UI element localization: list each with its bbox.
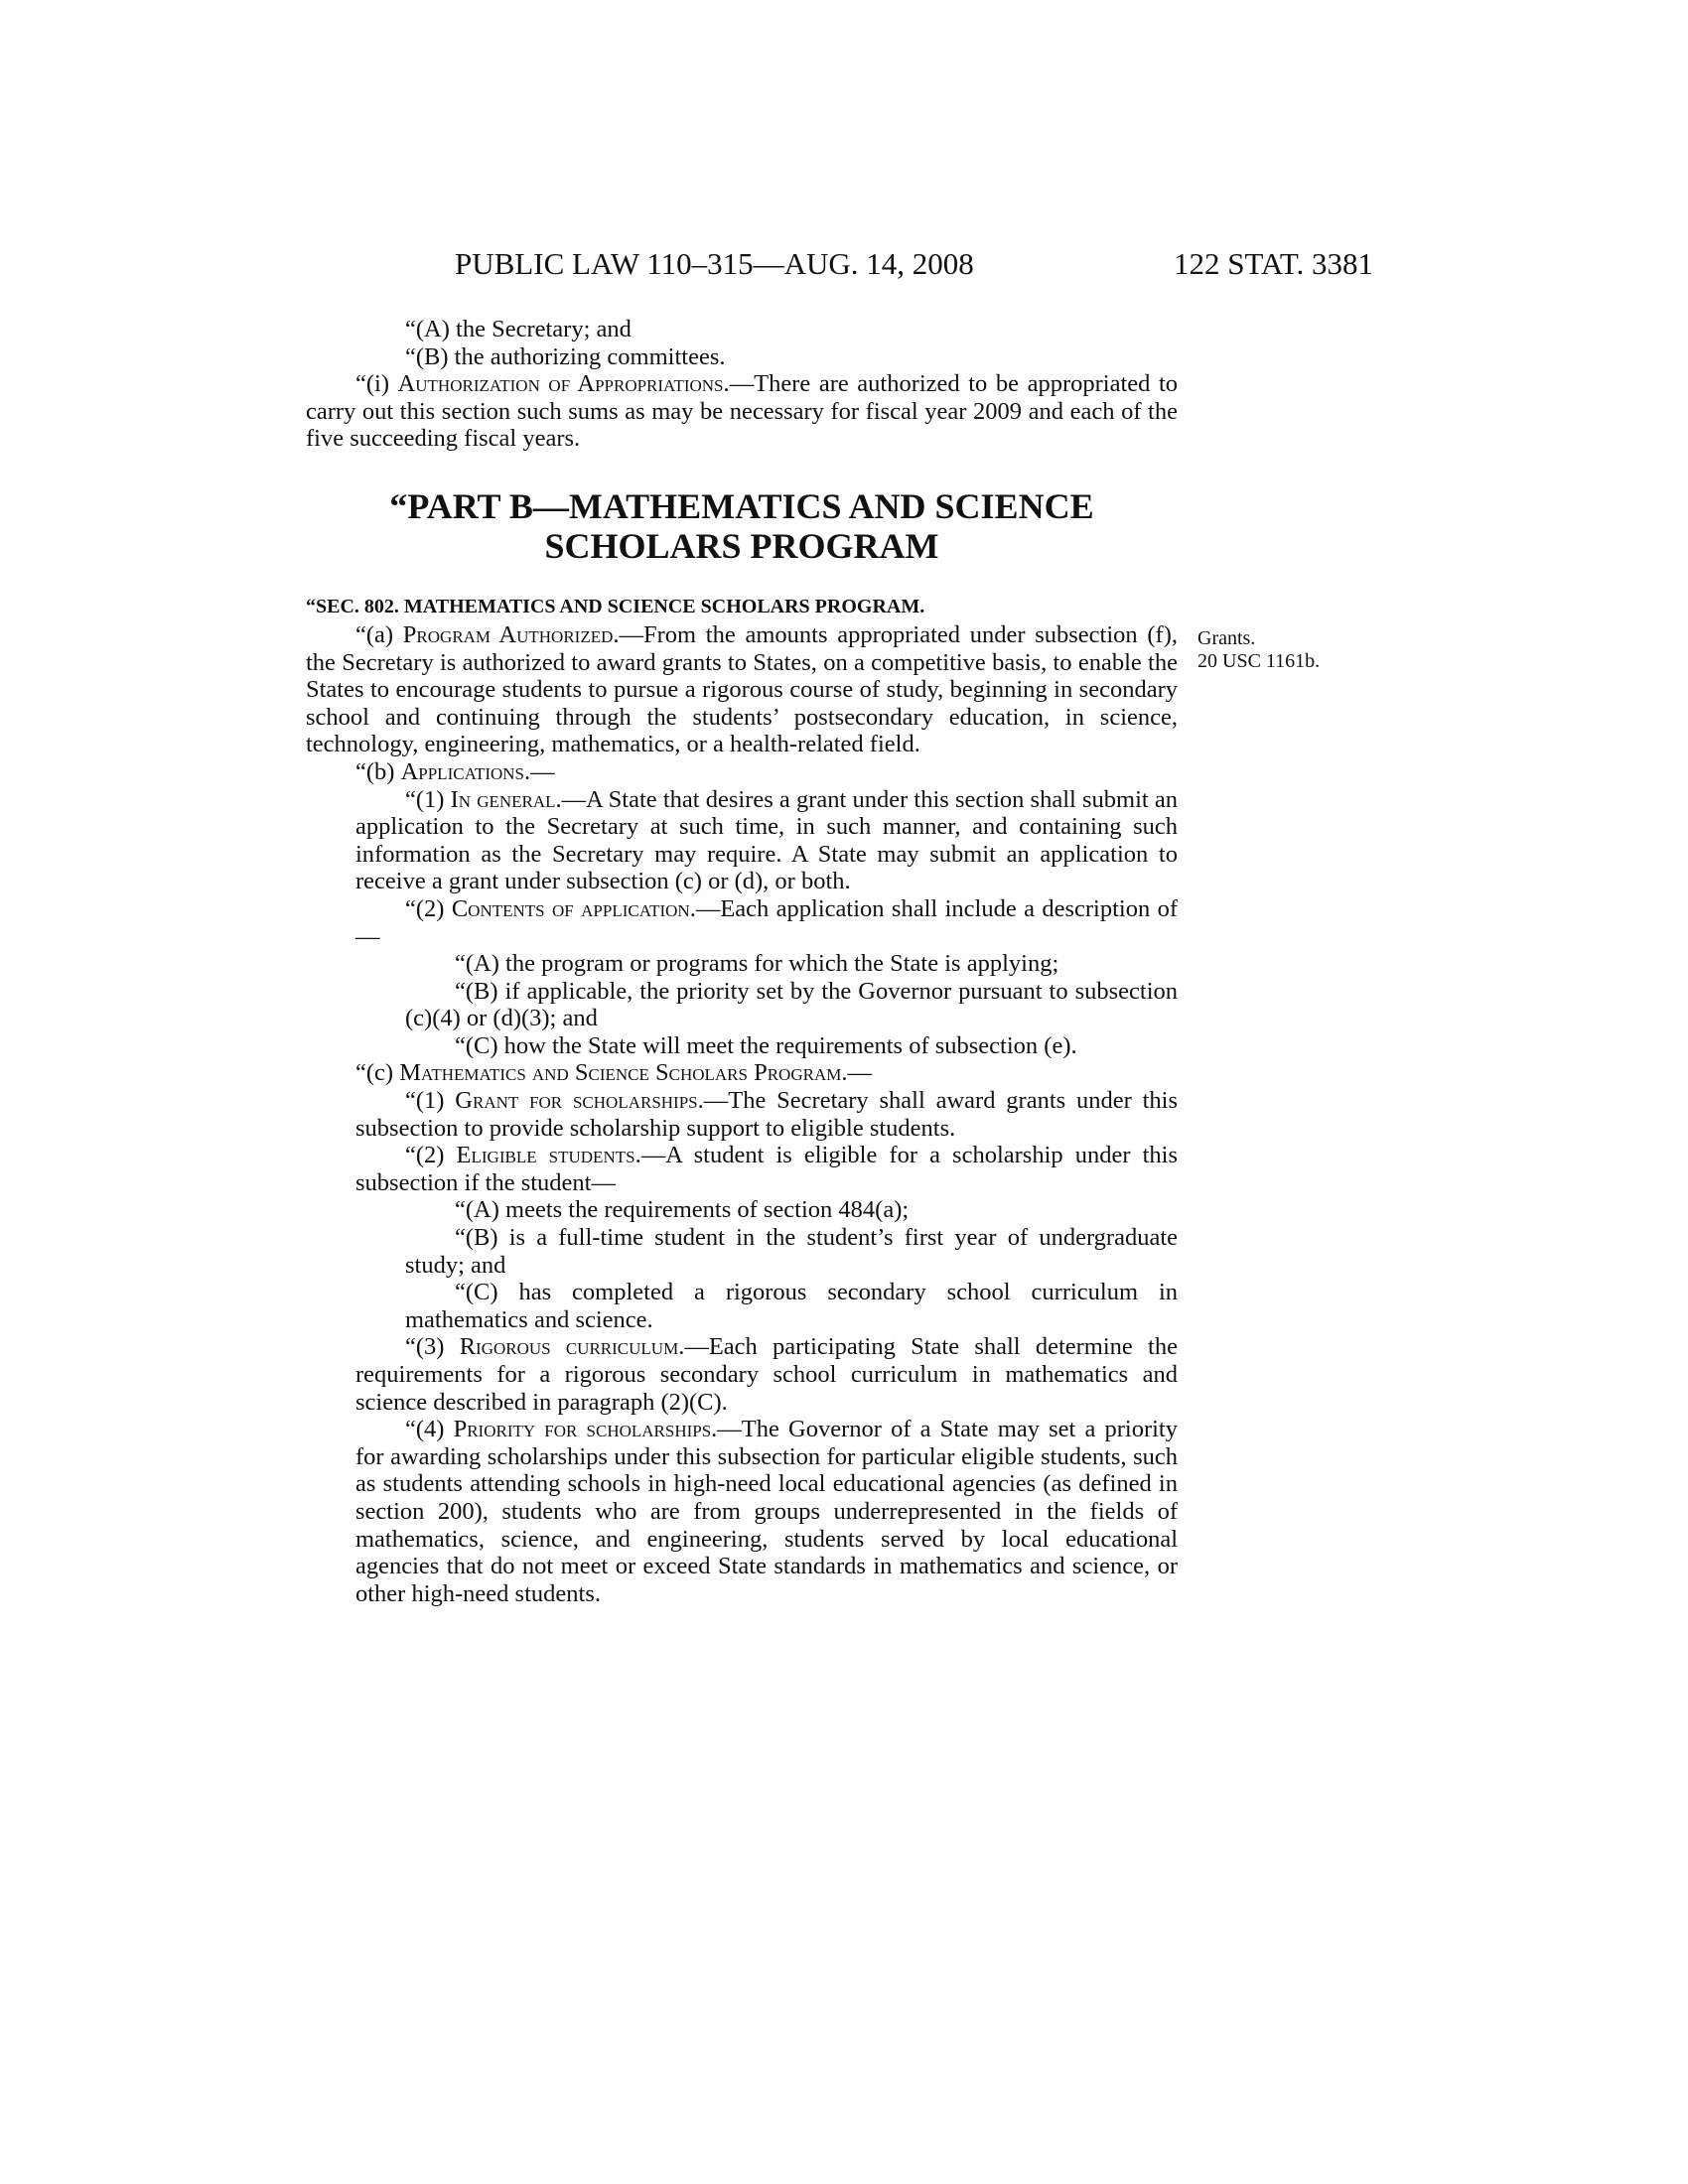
paragraph-heading: Rigorous curriculum	[459, 1333, 679, 1361]
clause-b2-c: “(C) how the State will meet the requirements of subsection (e).	[455, 1031, 1077, 1059]
clause-b2-a: “(A) the program or programs for which the State is applying;	[455, 950, 1059, 978]
clause-c2-b: “(B) is a full-time student in the student’s first year of undergraduate study; and	[405, 1224, 1178, 1279]
part-heading	[306, 486, 1178, 566]
margin-note	[1197, 627, 1320, 673]
part-heading-line-2: SCHOLARS PROGRAM	[544, 525, 939, 566]
running-head	[455, 244, 1373, 284]
paragraph-c1-grant: “(1) Grant for scholarships.—The Secretary shall award grants under this subsection to provide scholarship support to eligible students.	[355, 1087, 1178, 1142]
clause-a-secretary: “(A) the Secretary; and	[405, 316, 632, 342]
subsection-heading: Mathematics and Science Scholars Program	[399, 1059, 842, 1087]
clause-b2-b: “(B) if applicable, the priority set by the Governor pursuant to subsection (c)(4) or (d)(3); and	[405, 977, 1178, 1032]
paragraph-heading: Contents of application	[451, 894, 690, 922]
subsection-c-scholars-program: “(c) Mathematics and Science Scholars Program.—	[355, 1059, 872, 1087]
clause-c2-c: “(C) has completed a rigorous secondary school curriculum in mathematics and science.	[405, 1279, 1178, 1333]
margin-note-usc-citation: 20 USC 1161b.	[1197, 650, 1321, 672]
paragraph-c4-priority: “(4) Priority for scholarships.—The Governor of a State may set a priority for awarding scholarships under this subsection for particular eligible students, such as students attending schools in high-need local educational agencies (as defined in section 200), students who are from groups underrepresented in the fields of mathematics, science, and engineering, students served by local educational agencies that do not meet or exceed State standards in mathematics and science, or other high-need students.	[355, 1416, 1178, 1607]
section-heading: “SEC. 802. MATHEMATICS AND SCIENCE SCHOLARS PROGRAM.	[306, 595, 925, 617]
paragraph-heading: Grant for scholarships	[455, 1087, 698, 1115]
subsection-heading: Program Authorized	[402, 620, 614, 648]
subsection-a-program-authorized: “(a) Program Authorized.—From the amounts appropriated under subsection (f), the Secretary is authorized to award grants to States, on a competitive basis, to enable the States to encourage students to pursue a rigorous course of study, beginning in secondary school and continuing through the students’ postsecondary education, in science, technology, engineering, mathematics, or a health-related field.	[306, 620, 1178, 758]
clause-b-committees: “(B) the authorizing committees.	[405, 342, 726, 370]
margin-note-grants: Grants.	[1197, 627, 1256, 649]
paragraph-heading: Eligible students	[456, 1142, 635, 1169]
part-heading-line-1: “PART B—MATHEMATICS AND SCIENCE	[389, 485, 1094, 526]
paragraph-b1-in-general: “(1) In general.—A State that desires a grant under this section shall submit an application to the Secretary at such time, in such manner, and containing such information as the Secretary may require. A State may submit an application to receive a grant under subsection (c) or (d), or both.	[355, 785, 1178, 895]
subsection-heading: Authorization of Appropriations	[397, 370, 724, 398]
paragraph-c3-curriculum: “(3) Rigorous curriculum.—Each participating State shall determine the requirements for a rigorous secondary school curriculum in mathematics and science described in paragraph (2)(C).	[355, 1333, 1178, 1416]
subsection-i-appropriations: “(i) Authorization of Appropriations.—There are authorized to be appropriated to carry out this section such sums as may be necessary for fiscal year 2009 and each of the five succeeding fiscal years.	[306, 370, 1178, 453]
paragraph-c2-eligible: “(2) Eligible students.—A student is eligible for a scholarship under this subsection if the student—	[355, 1142, 1178, 1196]
paragraph-b2-contents: “(2) Contents of application.—Each application shall include a description of—	[355, 894, 1178, 950]
subsection-heading: Applications	[400, 757, 525, 785]
page-stat-number: 122 STAT. 3381	[1173, 246, 1373, 281]
paragraph-heading: Priority for scholarships	[453, 1416, 712, 1443]
clause-c2-a: “(A) meets the requirements of section 484(a);	[455, 1196, 910, 1224]
paragraph-heading: In general	[450, 785, 556, 813]
body-text	[306, 316, 1178, 1607]
running-head-title: PUBLIC LAW 110–315—AUG. 14, 2008	[455, 246, 974, 281]
subsection-b-applications: “(b) Applications.—	[355, 757, 555, 785]
